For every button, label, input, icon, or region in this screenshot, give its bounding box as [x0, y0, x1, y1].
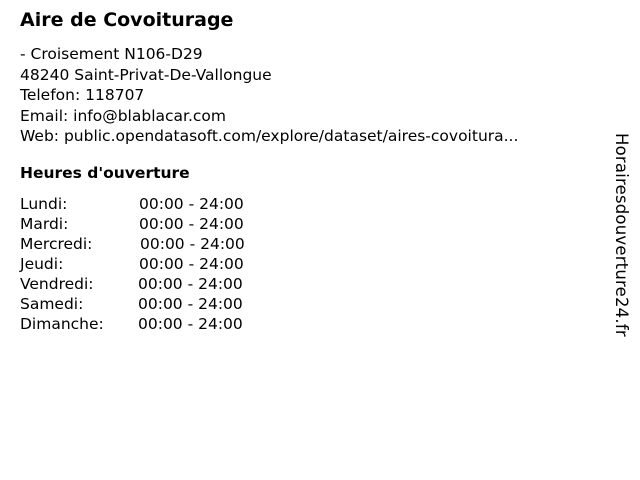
day-label: Jeudi:: [20, 255, 64, 273]
contact-info: [20, 44, 518, 147]
opening-hours-heading: Heures d'ouverture: [20, 164, 190, 182]
day-label: Lundi:: [20, 195, 68, 213]
address-line-2: 48240 Saint-Privat-De-Vallongue: [20, 65, 272, 84]
time-range: 00:00 - 24:00: [138, 315, 243, 333]
day-label: Mercredi:: [20, 235, 93, 253]
page-title: Aire de Covoiturage: [20, 9, 234, 31]
time-range: 00:00 - 24:00: [139, 215, 244, 233]
day-label: Samedi:: [20, 295, 84, 313]
day-label: Dimanche:: [20, 315, 104, 333]
web-line: Web: public.opendatasoft.com/explore/dataset/aires-covoitura...: [20, 127, 519, 145]
time-range: 00:00 - 24:00: [138, 275, 243, 293]
time-range: 00:00 - 24:00: [140, 235, 245, 253]
phone-line: Telefon: 118707: [20, 86, 145, 104]
time-range: 00:00 - 24:00: [139, 195, 244, 213]
email-line: Email: info@blablacar.com: [20, 106, 227, 125]
site-brand-watermark: Horairesdouverture24.fr: [612, 133, 631, 337]
day-label: Vendredi:: [20, 275, 94, 293]
address-line-1: - Croisement N106-D29: [20, 45, 203, 63]
time-range: 00:00 - 24:00: [139, 255, 244, 273]
day-label: Mardi:: [20, 215, 69, 233]
time-range: 00:00 - 24:00: [138, 295, 243, 313]
